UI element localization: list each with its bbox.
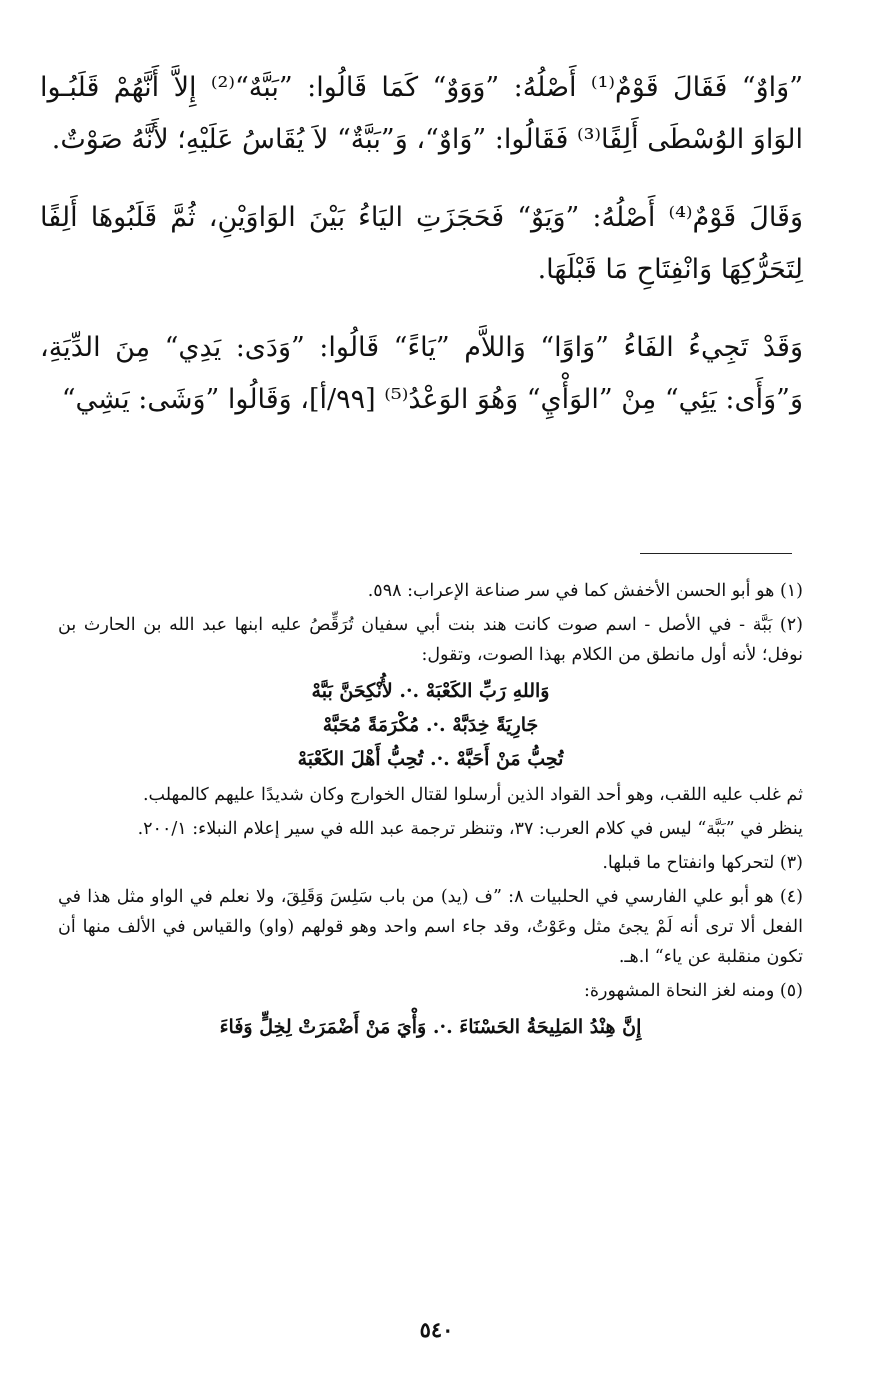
footnote-5: (٥) ومنه لغز النحاة المشهورة: <box>583 981 803 1001</box>
verse-line: وَاللهِ رَبِّ الكَعْبَهْ .·. لأُنْكِحَنَّ بَبَّهْ <box>311 680 550 702</box>
main-paragraph-2: وَقَالَ قَوْمٌ⁽⁴⁾ أَصْلُهُ: ”وَيَوٌ“ فَحَجَزَتِ اليَاءُ بَيْنَ الوَاوَيْنِ، ثُمَّ قَلَبُوهَا أَلِفًا لِتَحَرُّكِهَا وَانْفِتَاحِ مَا قَبْلَهَا. <box>40 202 804 285</box>
footnote-3: (٣) لتحركها وانفتاح ما قبلها. <box>602 853 803 873</box>
footnotes <box>58 576 803 1048</box>
footnote-2-continuation: ثم غلب عليه اللقب، وهو أحد القواد الذين أرسلوا لقتال الخوارج وكان شديدًا عليهم كالمهلب. <box>142 785 803 805</box>
main-paragraph-3: وَقَدْ تَجِيءُ الفَاءُ ”وَاوًا“ وَاللاَّم ”يَاءً“ قَالُوا: ”وَدَى: يَدِي“ مِنَ الدِّيَةِ، وَ”وَأَى: يَئِي“ مِنْ ”الوَأْيِ“ وَهُوَ الوَعْدُ⁽⁵⁾ [٩٩/أ]، وَقَالُوا ”وَشَى: يَشِي“ <box>40 332 803 415</box>
footnote-4: (٤) هو أبو علي الفارسي في الحلبيات ٨: ”ف (يد) من باب سَلِسَ وَقَلِقَ، ولا نعلم في الواو مثل هذا في الفعل ألا ترى أنه لَمْ يجئ مثل وعَوْتُ، وقد جاء اسم واحد وهو قولهم (واو) والقياس في الألف منها أن تكون منقلبة عن ياء“ ا.هـ. <box>58 887 803 967</box>
page-number: ٥٤٠ <box>419 1317 454 1342</box>
verse-line: تُحِبُّ مَنْ أَحَبَّهْ .·. تُحِبُّ أَهْلَ الكَعْبَهْ <box>297 748 564 770</box>
footnote-2: (٢) بَبَّة - في الأصل - اسم صوت كانت هند بنت أبي سفيان تُرَقِّصُ عليه ابنها عبد الله بن الحارث بن نوفل؛ لأنه أول مانطق من الكلام بهذا الصوت، وتقول: <box>58 615 803 665</box>
footnote-2-verses <box>58 674 803 776</box>
main-text <box>40 62 803 426</box>
main-paragraph-1: ”وَاوٌ“ فَقَالَ قَوْمٌ⁽¹⁾ أَصْلُهُ: ”وَوَوٌ“ كَمَا قَالُوا: ”بَبَّهٌ“⁽²⁾ إِلاَّ أَنَّهُمْ قَلَبُـوا الوَاوَ الوُسْطَى أَلِفًا⁽³⁾ فَقَالُوا: ”وَاوٌ“، وَ”بَبَّةٌ“ لاَ يُقَاسُ عَلَيْهِ؛ لأَنَّهُ صَوْتٌ. <box>40 72 803 155</box>
verse-line: جَارِيَةً خِدَبَّهْ .·. مُكْرَمَةً مُحَبَّهْ <box>322 714 539 736</box>
footnote-1: (١) هو أبو الحسن الأخفش كما في سر صناعة الإعراب: ٥٩٨. <box>367 581 803 601</box>
verse-line: إِنَّ هِنْدُ المَلِيحَةُ الحَسْنَاءَ .·. وَأْيَ مَنْ أَضْمَرَتْ لِخِلٍّ وَفَاءَ <box>219 1016 642 1038</box>
footnote-2-reference: ينظر في ”بَبَّة“ ليس في كلام العرب: ٣٧، وتنظر ترجمة عبد الله في سير إعلام النبلاء: ٢٠٠/١. <box>137 819 803 839</box>
footnote-5-verses <box>58 1010 803 1044</box>
footnote-divider <box>640 553 792 554</box>
